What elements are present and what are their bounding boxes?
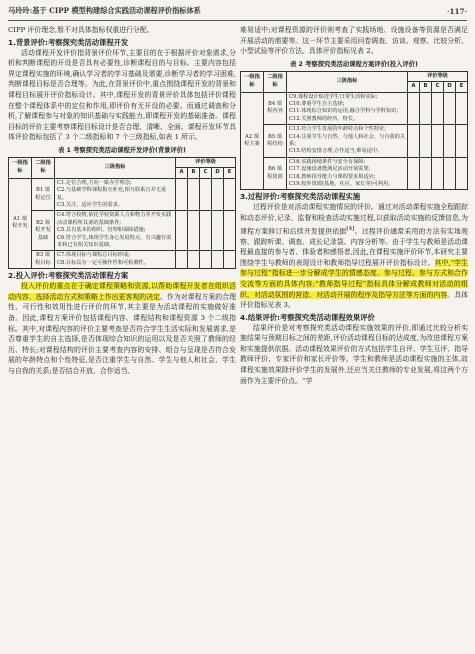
indicator-item: C17.设施设备能满足活动开展需要;: [289, 166, 371, 173]
grade-b: B: [420, 82, 432, 92]
paragraph-input: [8, 281, 236, 376]
indicator-item: C12.关照教师的经历、特长。: [289, 115, 359, 122]
level-2-cell: B2 课程开发基础: [32, 211, 55, 251]
grade-d: D: [212, 168, 224, 178]
indicator-item: C6.符合学生,体现学生身心发展特点、有兴趣有需求和已有相关知识基础。: [57, 234, 172, 248]
level-2-cell: B5 课程结构: [264, 125, 287, 158]
level-1-cell: A1 课程开发: [9, 178, 32, 268]
grade-a: A: [408, 82, 420, 92]
indicator-item: C15.结构安排合理,合作适当,难易适中。: [289, 148, 383, 155]
indicator-item: C5.具有基本的组织、管理和保障措施;: [57, 227, 146, 234]
col-level-3: 三级指标: [287, 71, 408, 92]
section-heading-4: 4.结果评价:考察探究类活动课程效果评价: [240, 312, 375, 322]
table-1-caption: 表 1 考察探究类活动课程开发评价(背景评价): [58, 146, 186, 154]
table-header-row: [9, 157, 236, 167]
grade-a: A: [176, 168, 188, 178]
table-row: [9, 211, 236, 251]
paragraph-text: 过程评价是对活动课程实施情况的评价。通过对活动课程实施全程跟踪和动态评价,记录、监督和检查活动实施过程,以获取活动实施的反馈信息,为课程方案修订和后续开发提供依据: [240, 203, 468, 235]
grade-c: C: [432, 82, 444, 92]
citation: [4]: [346, 225, 355, 232]
level-2-cell: B4 课程内容: [264, 92, 287, 125]
level-3-cell: [55, 211, 176, 251]
highlighted-text: 投入评价的重点在于确定课程策略和资源,以帮助课程开发者在组织活动内容、选择活动方式和策略上作出更客观的决定: [8, 282, 236, 301]
table-row: [241, 157, 468, 190]
indicator-item: C4.符合校情,依托学校资源人力和物力等开发实践活动课程所具备的基础条件;: [57, 212, 172, 226]
indicator-item: C16.实践场地条件与安全有保障;: [289, 158, 366, 165]
table-2-caption: 表 2 考察探究类活动课程方案评价(投入评价): [290, 60, 418, 68]
right-column: [240, 25, 468, 386]
col-grade: 评价等级: [408, 71, 468, 81]
table-header-row: [241, 71, 468, 81]
highlighted-text: 其中,“学生参与过程”指标进一步分解成学生的情感态度、参与过程、参与方式和合作交流等方面的具体内容;“教师指导过程”指标具体分解成教师对活动的组织、对活动氛围的营造、对活动开展的程序及指导方法等方面的内容: [240, 258, 468, 299]
level-3-cell: [55, 251, 176, 269]
indicator-item: C2.与基础学科课程相互补充,相互联系且并无重复。: [57, 187, 167, 201]
indicator-item: C11.体现综合知识的运用,融合学科与学科知识;: [289, 108, 398, 115]
indicator-item: C19.校外资源(基地、社区、家长等)可利用。: [289, 181, 394, 188]
level-2-cell: B3 课程目标: [32, 251, 55, 269]
indicator-item: C14.注重学生与自然、与他人和社会、与自我的关系;: [289, 133, 405, 148]
indicator-item: C9.课程设计贴近学生日常生活和实际;: [289, 93, 378, 100]
section-heading-3: 3.过程评价:考察探究类活动课程实施: [240, 192, 361, 202]
paragraph-background: 活动课程开发评价指背景评价环节,主要目的在于根据评价对象需求,分析和判断课程的开设是否具有必要性,诊断课程目的与目标。主要内容包括界定课程实施的环境,确认学习者的学习基础及需要,诊断学习者的学习困难,判断课程目标是否合理等。为此,在背景评价中,重点围绕课程开发的背景和课程目标展开评价指标设计。其中,课程开发的背景评价具体包括评价课程在整个课程体系中的定位和作用,即评价有无开设的必要。而通过调查和分析,了解课程参与对象的知识基础与实践能力,即课程开发的基础准备。课程目标的评价主要考察课程目标设计是否合理、清晰、全面。课程开发环节具体评价指标包括了 3 个二级指标和 7 个三级指标,如表 1 所示。: [8, 48, 236, 142]
grade-e: E: [224, 168, 236, 178]
header-title: 马玲玲:基于 CIPP 模型构建综合实践活动课程评价指标体系: [8, 6, 201, 15]
col-grade: 评价等级: [176, 157, 236, 167]
indicator-item: C13.符合学生发展的年龄特点和个性特征;: [289, 126, 386, 133]
paragraph-text: 。作为对课程方案的合理性、可行性和效用性进行评价的环节,其主要是为活动课程的实施做好准备。因此,课程方案评价包括课程内容、课程结构和课程资源 3 个二级指标。其中,对课程内容的评价主要考查是否符合学生生活实际和发展需求,是否尊重学生的自主选择,是否体现综合知识的运用以及是否关照了教师的经历、特长;对课程结构的评价主要考查内容的安排、组合与呈现是否符合发展的年龄特点和个性特征,是否注重学生与自然、学生与他人和社会、学生与自我的关系;是否结合开放、合作适当、: [8, 292, 237, 375]
page-number: ·117·: [446, 6, 467, 16]
paragraph-text: 。具体评价指标见表 3。: [240, 290, 469, 310]
col-level-2: 二级指标: [264, 71, 287, 92]
level-3-cell: [55, 178, 176, 211]
indicator-item: C10.尊重学生自主选择;: [289, 101, 345, 107]
paragraph-process: [240, 202, 468, 310]
header-rule: [8, 20, 467, 21]
section-heading-1: 1.背景评价:考察探究类活动课程开发: [8, 37, 129, 47]
level-2-cell: B6 课程资源: [264, 157, 287, 190]
table-row: [241, 125, 468, 158]
level-3-cell: [287, 157, 408, 190]
indicator-item: C7.体现目标与课程总目标形成;: [57, 252, 130, 259]
col-level-1: 一级指标: [241, 71, 264, 92]
indicator-item: C8.目标具有一定可操作性和可检测性。: [57, 259, 149, 266]
intro-line: CIPP 评价理念,暂不对具体指标权重进行分配。: [8, 26, 154, 34]
indicator-item: C3.关注、适应学生的需求。: [57, 201, 123, 208]
level-2-cell: B1 课程定位: [32, 178, 55, 211]
col-level-1: 一级指标: [9, 157, 32, 178]
paragraph-text: 。过程评价通常采用的方法有实地观察、跟踪听课、调查、成长记录袋、内容分析等。由于学生与教师是活动课程最直接的参与者、体验者和感悟者,因此,在课程实施评价环节,本研究主要围绕学生与教师的表现设计和教师指导过程展开评价指标设计。: [240, 226, 468, 267]
indicator-item: C1.定位合理,方向一致办学理念;: [57, 179, 132, 186]
table-2: [240, 71, 468, 191]
grade-c: C: [200, 168, 212, 178]
section-heading-2: 2.投入评价:考察探究类活动课程方案: [8, 271, 129, 281]
paragraph-continued: 难易适中;对课程资源的评价则考查了实践场地、设施设备等资源是否满足开展活动的需要等。这一环节主要采用问卷调查、访谈、观察、比较分析、小型试验等评价方法。具体评价指标见表 2。: [240, 26, 468, 56]
col-level-2: 二级指标: [32, 157, 55, 178]
paragraph-result: 结果评价是对考察探究类活动课程实施效果的评价,即通过比较分析实施结果与预期目标之间的差距,评价活动课程目标的达成度,为改进课程方案和实施提供依据。活动课程效果评价的方式包括学生自评、学生互评、指导教师评价、专家评价和家长评价等。学生和教师是活动课程实施的主体,故课程实施效果除评价学生的发展外,还应当关注教师的专业发展,将这两个方面作为主要评价点。“学: [240, 323, 468, 385]
table-1: [8, 157, 236, 269]
table-row: [9, 178, 236, 211]
table-row: [9, 251, 236, 269]
grade-d: D: [444, 82, 456, 92]
level-3-cell: [287, 92, 408, 125]
left-column: [8, 25, 236, 377]
level-1-cell: A2 课程方案: [241, 92, 264, 190]
table-row: [241, 92, 468, 125]
col-level-3: 三级指标: [55, 157, 176, 178]
grade-e: E: [456, 82, 468, 92]
level-3-cell: [287, 125, 408, 158]
grade-b: B: [188, 168, 200, 178]
indicator-item: C18.教师指导能力与课程要求相适应;: [289, 173, 376, 180]
running-header: [8, 4, 467, 18]
